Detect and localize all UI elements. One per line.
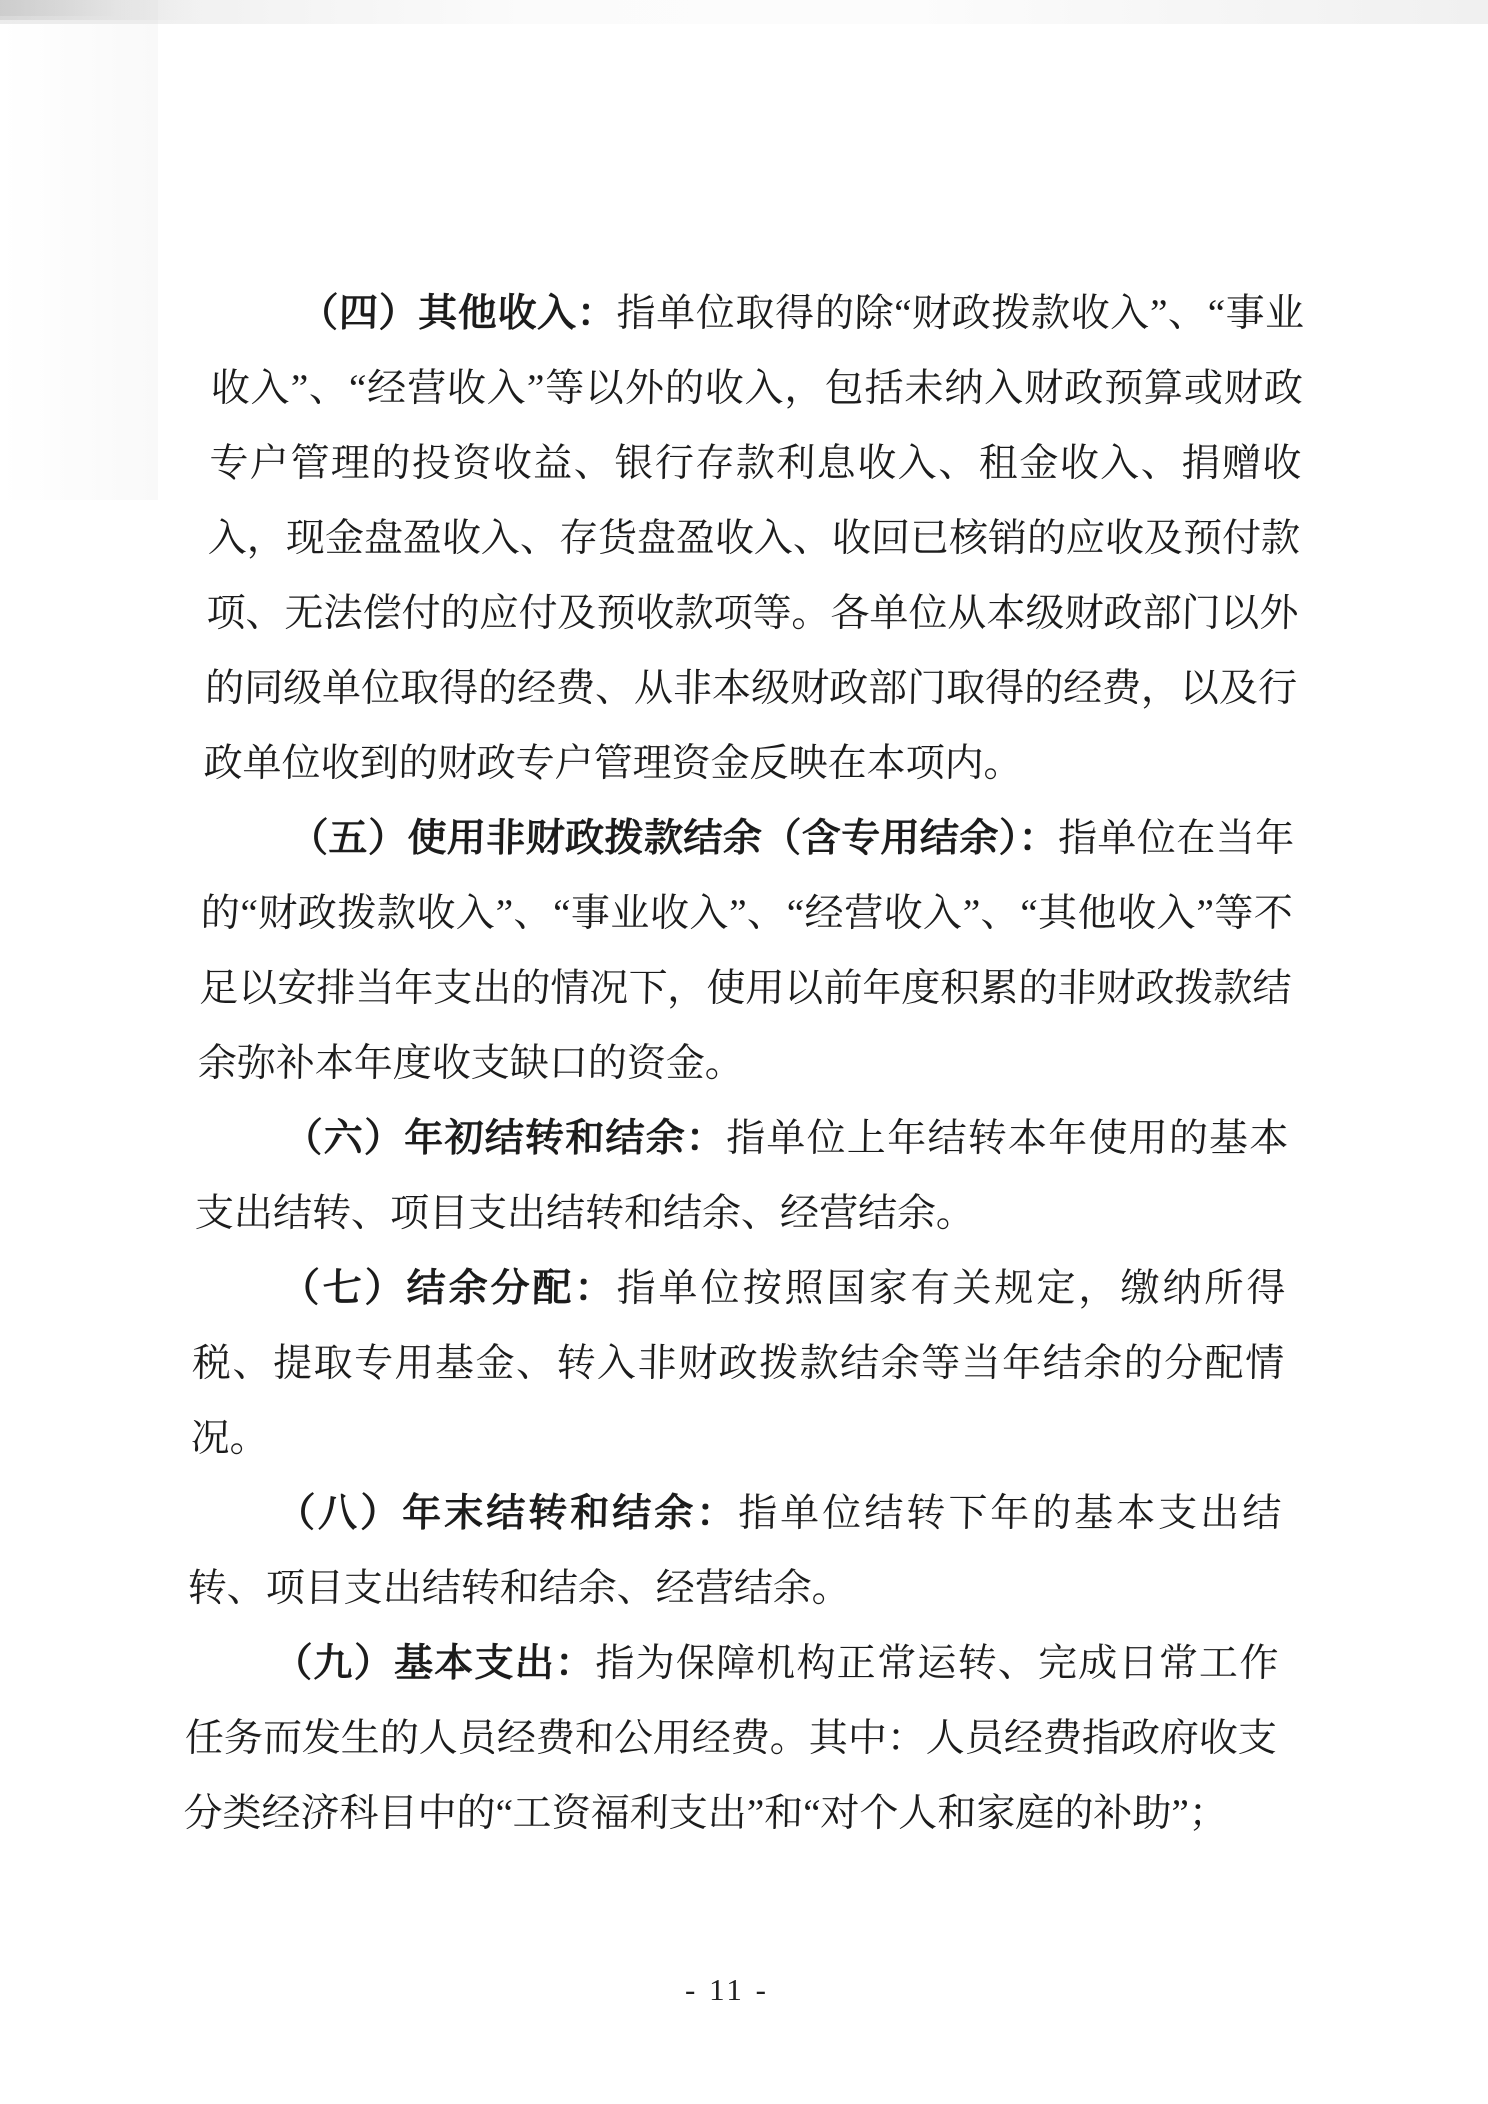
scan-streak xyxy=(0,0,195,20)
scan-streak xyxy=(0,0,120,16)
document-body xyxy=(183,276,1305,1851)
term-label: （八）年末结转和结余： xyxy=(275,1492,739,1535)
term-definition: 指单位在当年的“财政拨款收入”、“事业收入”、“经营收入”、“其他收入”等不足以安排当年支出的情况下，使用以前年度积累的非财政拨款结余弥补本年度收支缺口的资金。 xyxy=(197,817,1295,1085)
term-definition: 指单位结转下年的基本支出结转、项目支出结转和结余、经营结余。 xyxy=(187,1492,1282,1610)
paragraph-other-income xyxy=(203,276,1305,801)
paragraph-beginning-year-carryover xyxy=(194,1101,1289,1251)
term-label: （四）其他收入： xyxy=(298,292,617,335)
term-definition: 指为保障机构正常运转、完成日常工作任务而发生的人员经费和公用经费。其中：人员经费指政府收支分类经济科目中的“工资福利支出”和“对个人和家庭的补助”； xyxy=(183,1642,1279,1835)
paragraph-surplus-distribution xyxy=(190,1251,1286,1476)
term-definition: 指单位按照国家有关规定，缴纳所得税、提取专用基金、转入非财政拨款结余等当年结余的分配情况。 xyxy=(190,1267,1286,1460)
scan-streak xyxy=(0,0,158,500)
paragraph-use-of-non-fiscal-carryover xyxy=(197,801,1295,1101)
term-label: （九）基本支出： xyxy=(272,1642,596,1685)
scan-streak xyxy=(0,0,1488,24)
term-label: （六）年初结转和结余： xyxy=(283,1117,727,1160)
term-label: （七）结余分配： xyxy=(280,1267,617,1310)
term-label: （五）使用非财政拨款结余（含专用结余）： xyxy=(288,817,1059,860)
term-definition: 指单位上年结转本年使用的基本支出结转、项目支出结转和结余、经营结余。 xyxy=(194,1117,1289,1235)
paragraph-year-end-carryover xyxy=(187,1476,1282,1626)
paragraph-basic-expenditure xyxy=(183,1626,1279,1851)
term-definition: 指单位取得的除“财政拨款收入”、“事业收入”、“经营收入”等以外的收入，包括未纳入财政预算或财政专户管理的投资收益、银行存款利息收入、租金收入、捐赠收入，现金盘盈收入、存货盘盈收入、收回已核销的应收及预付款项、无法偿付的应付及预收款项等。各单位从本级财政部门以外的同级单位取得的经费、从非本级财政部门取得的经费，以及行政单位收到的财政专户管理资金反映在本项内。 xyxy=(203,292,1305,785)
page-number: - 11 - xyxy=(685,1972,769,2007)
